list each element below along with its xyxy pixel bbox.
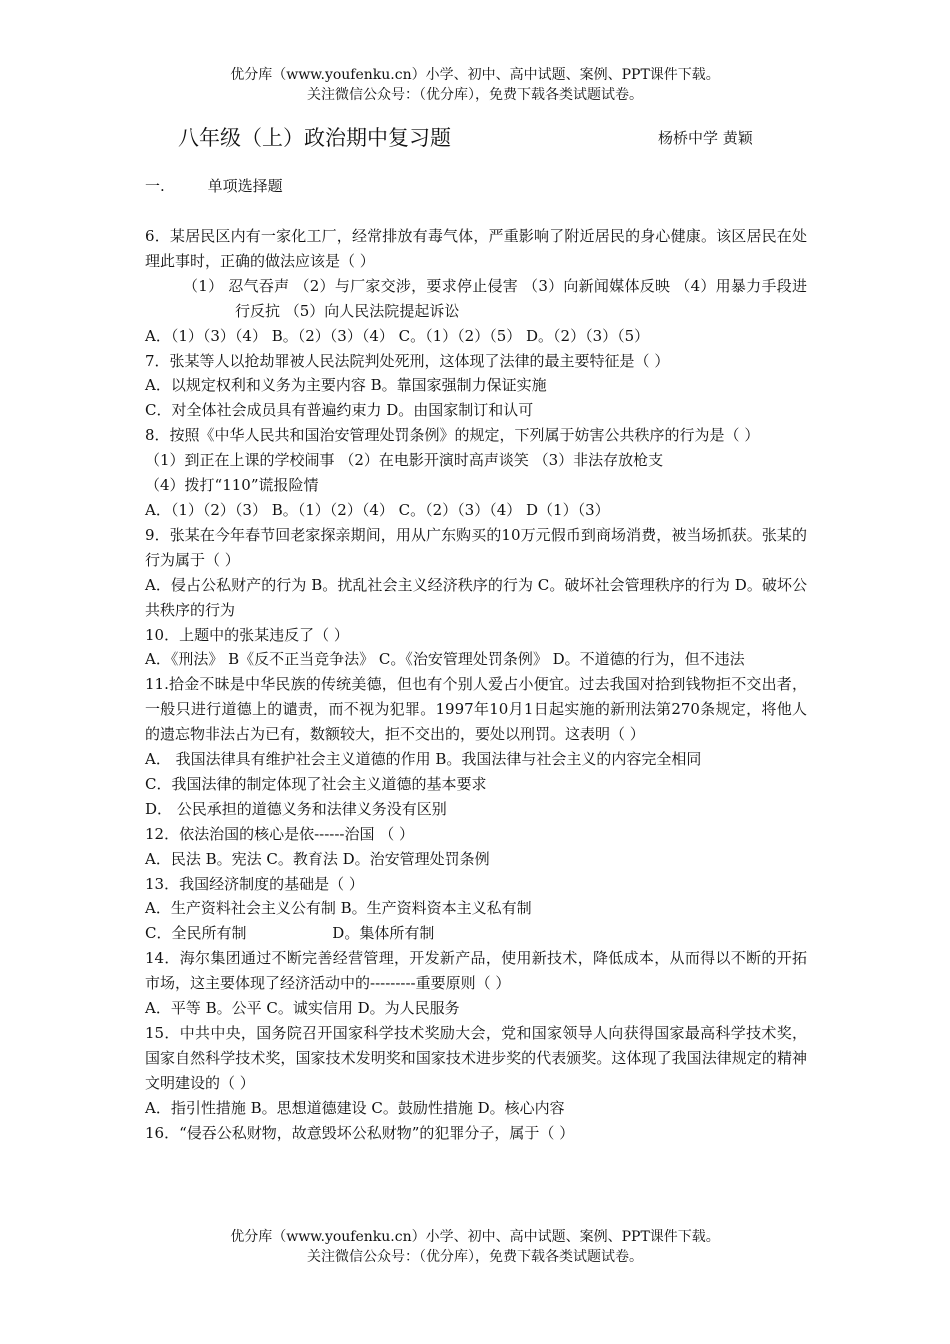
text-line: 14．海尔集团通过不断完善经营管理，开发新产品，使用新技术，降低成本，从而得以不断的开拓市场，这主要体现了经济活动中的---------重要原则（ ） xyxy=(145,949,807,993)
text-line: 9．张某在今年春节回老家探亲期间，用从广东购买的10万元假币到商场消费，被当场抓获。张某的行为属于（ ） xyxy=(145,525,807,569)
text-line: A．（1）（3）（4） B。（2）（3）（4） C。（1）（2）（5） D。（2）（3）（5） xyxy=(145,326,650,345)
text-line: A． 我国法律具有维护社会主义道德的作用 B。我国法律与社会主义的内容完全相同 xyxy=(145,750,702,769)
page-header xyxy=(0,65,950,105)
text-line: A．平等 B。公平 C。诚实信用 D。为人民服务 xyxy=(145,999,460,1018)
text-line: 16．“侵吞公私财物，故意毁坏公私财物”的犯罪分子，属于（ ） xyxy=(145,1123,575,1142)
text-line: A．指引性措施 B。思想道德建设 C。鼓励性措施 D。核心内容 xyxy=(145,1098,565,1117)
page-footer xyxy=(0,1227,950,1267)
text-line: （1） 忍气吞声 （2）与厂家交涉，要求停止侵害 （3）向新闻媒体反映 （4）用暴力手段进行反抗 （5）向人民法院提起诉讼 xyxy=(183,276,807,320)
text-line: A．（1）（2）（3） B。（1）（2）（4） C。（2）（3）（4） D（1）（3） xyxy=(145,500,610,519)
text-line: （4）拨打“110”谎报险情 xyxy=(145,476,319,495)
title-row xyxy=(178,122,778,152)
text-line: A．《刑法》 B《反不正当竞争法》 C。《治安管理处罚条例》 D。不道德的行为，但不违法 xyxy=(145,650,745,669)
text-line: 11.拾金不昧是中华民族的传统美德，但也有个别人爱占小便宜。过去我国对拾到钱物拒不交出者，一般只进行道德上的谴责，而不视为犯罪。1997年10月1日起实施的新刑法第270条规定，将他人的遗忘物非法占为已有，数额较大，拒不交出的，要处以刑罚。这表明（ ） xyxy=(145,675,807,744)
text-line: 8．按照《中华人民共和国治安管理处罚条例》的规定，下列属于妨害公共秩序的行为是（ ） xyxy=(145,426,760,445)
text-line: 10．上题中的张某违反了（ ） xyxy=(145,625,349,644)
text-line: （1）到正在上课的学校闹事 （2）在电影开演时高声谈笑 （3）非法存放枪支 xyxy=(145,451,664,470)
text-line: 13．我国经济制度的基础是（ ） xyxy=(145,874,364,893)
document-title: 八年级（上）政治期中复习题 xyxy=(178,126,451,150)
footer-line-2: 关注微信公众号：（优分库），免费下载各类试题试卷。 xyxy=(307,1249,643,1265)
author: 杨桥中学 黄颖 xyxy=(658,129,753,147)
text-line: A．生产资料社会主义公有制 B。生产资料资本主义私有制 xyxy=(145,899,532,918)
text-line: A．侵占公私财产的行为 B。扰乱社会主义经济秩序的行为 C。破坏社会管理秩序的行为 D。破坏公共秩序的行为 xyxy=(145,575,807,619)
text-line: D． 公民承担的道德义务和法律义务没有区别 xyxy=(145,799,447,818)
header-line-1: 优分库（www.youfenku.cn）小学、初中、高中试题、案例、PPT课件下载。 xyxy=(230,67,720,83)
text-line: 7．张某等人以抢劫罪被人民法院判处死刑，这体现了法律的最主要特征是（ ） xyxy=(145,351,670,370)
header-line-2: 关注微信公众号：（优分库），免费下载各类试题试卷。 xyxy=(307,87,643,103)
text-line: A．以规定权利和义务为主要内容 B。靠国家强制力保证实施 xyxy=(145,376,547,395)
section-heading xyxy=(145,175,283,196)
text-line: 12．依法治国的核心是依------治国 （ ） xyxy=(145,824,415,843)
section-number: 一. xyxy=(145,177,165,195)
text-line: C．对全体社会成员具有普遍约束力 D。由国家制订和认可 xyxy=(145,401,534,420)
text-line: 15．中共中央，国务院召开国家科学技术奖励大会，党和国家领导人向获得国家最高科学技术奖，国家自然科学技术奖，国家技术发明奖和国家技术进步奖的代表颁奖。这体现了我国法律规定的精神文明建设的（ ） xyxy=(145,1024,807,1092)
text-line: C．全民所有制 D。集体所有制 xyxy=(145,924,435,943)
section-label: 单项选择题 xyxy=(207,177,283,195)
text-line: C．我国法律的制定体现了社会主义道德的基本要求 xyxy=(145,774,487,793)
footer-line-1: 优分库（www.youfenku.cn）小学、初中、高中试题、案例、PPT课件下载。 xyxy=(230,1229,720,1245)
text-line: A．民法 B。宪法 C。教育法 D。治安管理处罚条例 xyxy=(145,849,490,868)
text-line: 6．某居民区内有一家化工厂，经常排放有毒气体，严重影响了附近居民的身心健康。该区居民在处理此事时，正确的做法应该是（ ） xyxy=(145,227,807,270)
question-body xyxy=(145,224,807,1146)
